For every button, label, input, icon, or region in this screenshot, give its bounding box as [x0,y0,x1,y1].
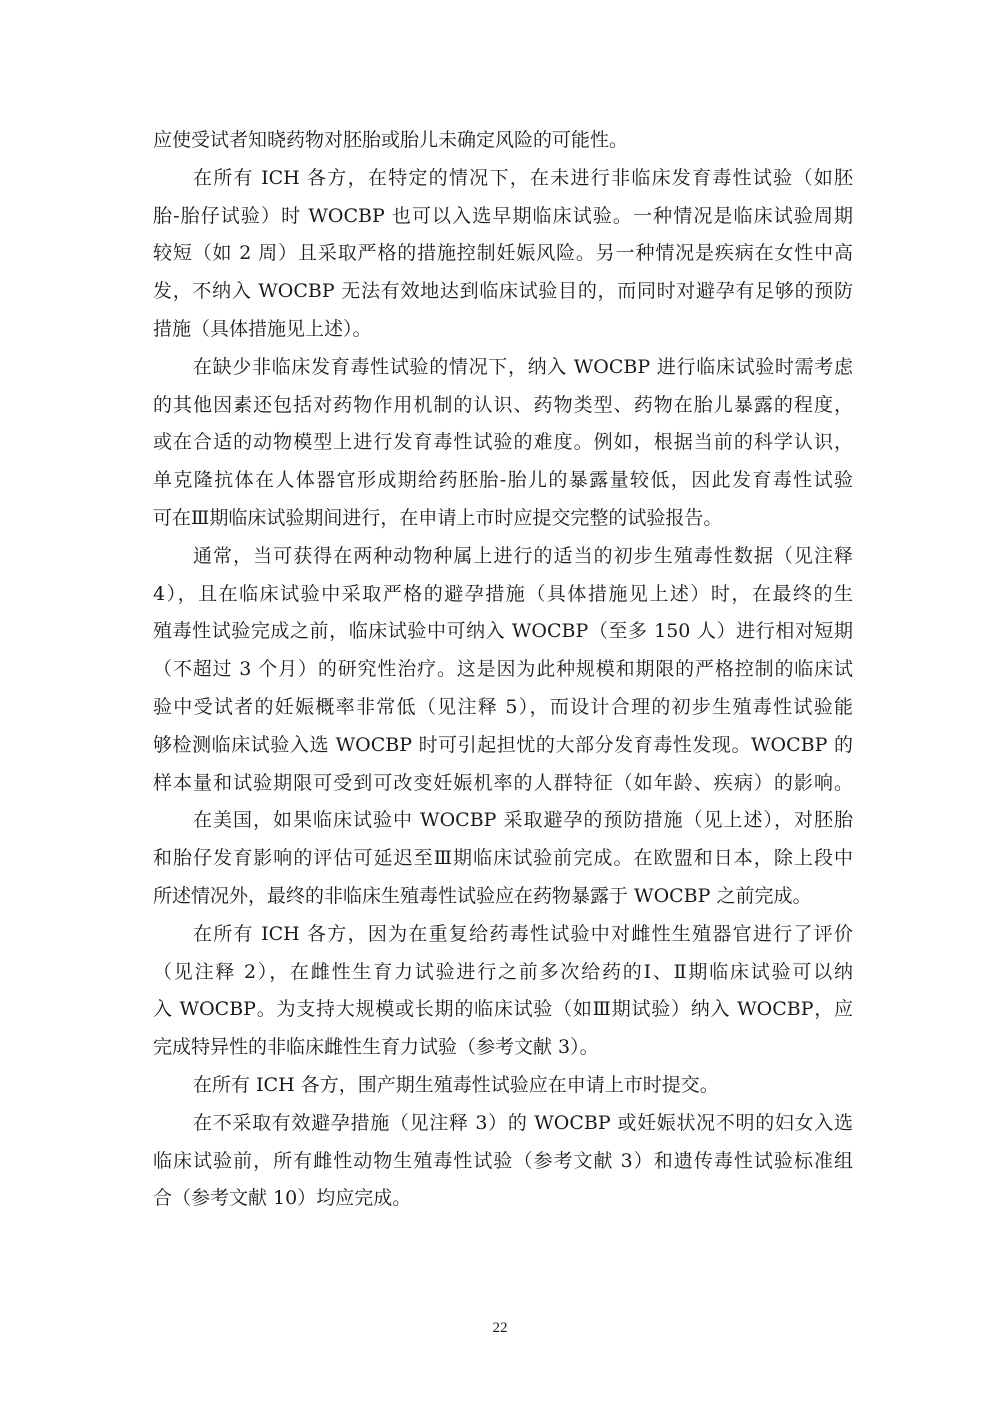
text-line: （不超过 3 个月）的研究性治疗。这是因为此种规模和期限的严格控制的临床试 [153,658,853,681]
text-line: 合（参考文献 10）均应完成。 [153,1187,412,1210]
text-line: 殖毒性试验完成之前，临床试验中可纳入 WOCBP（至多 150 人）进行相对短期 [153,620,853,643]
text-line: 在不采取有效避孕措施（见注释 3）的 WOCBP 或妊娠状况不明的妇女入选 [193,1111,853,1134]
body-text [153,122,853,1218]
text-line: 在所有 ICH 各方，在特定的情况下，在未进行非临床发育毒性试验（如胚 [193,166,853,189]
text-line: 所述情况外，最终的非临床生殖毒性试验应在药物暴露于 WOCBP 之前完成。 [153,884,812,907]
text-line: 或在合适的动物模型上进行发育毒性试验的难度。例如，根据当前的科学认识， [153,431,853,454]
page-number: 22 [492,1320,508,1336]
text-line: 在缺少非临床发育毒性试验的情况下，纳入 WOCBP 进行临床试验时需考虑 [193,355,853,378]
text-line: 在美国，如果临床试验中 WOCBP 采取避孕的预防措施（见上述），对胚胎 [193,809,853,832]
text-line: （见注释 2），在雌性生育力试验进行之前多次给药的Ⅰ、Ⅱ期临床试验可以纳 [153,960,853,983]
text-line: 在所有 ICH 各方，围产期生殖毒性试验应在申请上市时提交。 [193,1073,719,1096]
text-line: 发，不纳入 WOCBP 无法有效地达到临床试验目的，而同时对避孕有足够的预防 [153,280,853,303]
text-line: 通常，当可获得在两种动物种属上进行的适当的初步生殖毒性数据（见注释 [193,544,853,567]
text-line: 4），且在临床试验中采取严格的避孕措施（具体措施见上述）时，在最终的生 [153,582,853,605]
text-line: 胎-胎仔试验）时 WOCBP 也可以入选早期临床试验。一种情况是临床试验周期 [153,204,853,227]
text-line: 够检测临床试验入选 WOCBP 时可引起担忧的大部分发育毒性发现。WOCBP 的 [153,733,853,756]
text-line: 入 WOCBP。为支持大规模或长期的临床试验（如Ⅲ期试验）纳入 WOCBP，应 [153,998,853,1021]
text-line: 和胎仔发育影响的评估可延迟至Ⅲ期临床试验前完成。在欧盟和日本，除上段中 [153,847,853,870]
text-line: 的其他因素还包括对药物作用机制的认识、药物类型、药物在胎儿暴露的程度， [153,393,853,416]
text-line: 措施（具体措施见上述）。 [153,317,372,340]
text-line: 应使受试者知晓药物对胚胎或胎儿未确定风险的可能性。 [153,129,629,151]
text-line: 可在Ⅲ期临床试验期间进行，在申请上市时应提交完整的试验报告。 [153,506,723,529]
text-line: 验中受试者的妊娠概率非常低（见注释 5），而设计合理的初步生殖毒性试验能 [153,695,853,718]
text-line: 在所有 ICH 各方，因为在重复给药毒性试验中对雌性生殖器官进行了评价 [193,922,853,945]
text-line: 完成特异性的非临床雌性生育力试验（参考文献 3）。 [153,1036,599,1059]
text-line: 单克隆抗体在人体器官形成期给药胚胎-胎儿的暴露量较低，因此发育毒性试验 [153,469,853,492]
text-line: 样本量和试验期限可受到可改变妊娠机率的人群特征（如年龄、疾病）的影响。 [153,771,853,794]
text-line: 较短（如 2 周）且采取严格的措施控制妊娠风险。另一种情况是疾病在女性中高 [153,242,853,265]
text-line: 临床试验前，所有雌性动物生殖毒性试验（参考文献 3）和遗传毒性试验标准组 [153,1149,853,1172]
